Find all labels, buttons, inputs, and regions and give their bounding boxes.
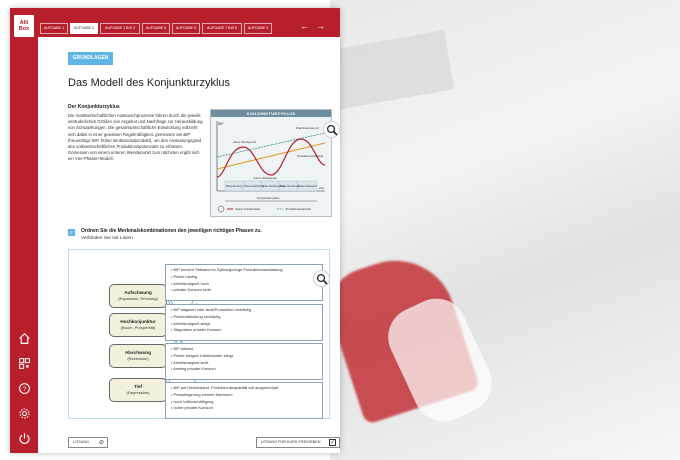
tab-aufgabe-6[interactable]: AUFGABE 6 — [172, 23, 200, 34]
zoom-magnifier-icon[interactable] — [323, 121, 340, 138]
section-pill[interactable]: GRUNDLAGEN — [68, 52, 113, 65]
feature-item: • BIP erreicht Tiefstand im Zyklus/geringe Produktionsauslastung — [171, 267, 317, 274]
feature-item: • Arbeitslosigkeit steigt — [171, 321, 317, 328]
solution-button[interactable] — [68, 437, 108, 448]
fig-label-potential: Produktionspotenzial — [297, 154, 323, 158]
power-icon[interactable] — [16, 430, 32, 446]
feature-box-2[interactable] — [165, 304, 323, 341]
fig-label-trend: Wachstumstrend — [296, 126, 319, 130]
app-logo[interactable] — [14, 15, 34, 37]
feature-box-1[interactable] — [165, 264, 323, 301]
tab-aufgabe-7-bis-8[interactable]: AUFGABE 7 BIS 8 — [202, 23, 242, 34]
fig-phase-2: Phase Aufschwung — [244, 186, 264, 188]
task-number-badge: 2 — [68, 229, 75, 236]
home-icon[interactable] — [16, 330, 32, 346]
intro-paragraph: Die marktwirtschaftlichen Austauschprozesse führen durch die jeweils veränderlichen Größen von Angebot und Nachfrage zur Herausbildung von Schwankungen. Die gesamtwirtschaftliche Entwicklung vollzieht sich dabei in einer gewissen Regelmäßigkeit, gemessen am BIP (heuerdings BIP, früher Bruttosozialprodukt), um den Auslastungsgrad des volkswirtschaftlichen Produktionspotenzials zu erfassen. Gemessen von einem unteren Wendepunkt zum nächsten ergibt sich ein Vier-Phasen-Modell. — [68, 113, 203, 162]
fig-label-upper: oberer Wendepunkt — [233, 141, 256, 144]
fig-label-cycle: Konjunkturzyklus — [257, 196, 280, 200]
tab-aufgabe-9[interactable]: AUFGABE 9 — [244, 23, 272, 34]
phase-abschwung[interactable] — [109, 344, 167, 368]
task-subinstruction: Verbinden Sie mit Linien — [81, 236, 133, 241]
prev-arrow-icon[interactable]: ← — [300, 21, 309, 31]
feature-box-3[interactable] — [165, 343, 323, 380]
task-instruction: Ordnen Sie die Merkmalskombinationen den jeweiligen richtigen Phasen zu. — [81, 228, 262, 234]
feature-item: • BIP auf Höchststand, Produktionskapazität voll ausgeschöpft — [171, 385, 317, 392]
sidebar — [10, 8, 38, 453]
feature-item: • Preissteigerung erreicht Maximum — [171, 392, 317, 399]
eye-off-icon: ⊘ — [98, 440, 104, 446]
task-tabbar — [38, 8, 340, 37]
phase-tief-name: Tief — [133, 384, 143, 389]
fig-label-x: Zeit — [319, 186, 325, 190]
app-window — [10, 8, 340, 453]
phase-abschwung-sub: (Rezession) — [127, 356, 149, 361]
tab-aufgabe-3-bis-4[interactable]: AUFGABE 3 BIS 4 — [100, 23, 140, 34]
phase-hochkonjunktur-name: Hochkonjunktur — [120, 319, 156, 324]
feature-item: • privater Konsum sinkt — [171, 287, 317, 294]
help-icon[interactable] — [16, 380, 32, 396]
phase-aufschwung[interactable] — [109, 284, 167, 308]
tab-aufgabe-2[interactable]: AUFGABE 2 — [70, 23, 98, 34]
feature-item: • Preisentwicklung rückläufig — [171, 314, 317, 321]
fig-phase-1: Phase Erholung — [226, 186, 243, 188]
fig-phase-5: Phase Depression — [298, 186, 317, 188]
task-content — [38, 37, 340, 453]
section-subhead: Der Konjunkturzyklus — [68, 104, 120, 110]
feature-item: • hoch Vollbeschäftigung — [171, 399, 317, 406]
release-solution-button[interactable] — [256, 437, 340, 448]
qr-code-icon[interactable] — [16, 355, 32, 371]
page-title: Das Modell des Konjunkturzyklus — [68, 77, 231, 89]
solution-button-label: LÖSUNG — [73, 440, 90, 444]
fig-legend-2: (Produktionspotenzial) — [285, 208, 311, 211]
checkbox-icon[interactable]: ✓ — [330, 440, 336, 446]
zoom-magnifier-icon[interactable] — [313, 270, 330, 287]
figure-graph — [211, 117, 331, 216]
phase-abschwung-name: Abschwung — [124, 350, 152, 355]
logo-top: Alli — [19, 20, 29, 26]
logo-bottom: Box — [18, 26, 30, 32]
release-solution-label: LÖSUNG FÜR KURS FREIGEBEN — [261, 440, 321, 444]
feature-item: • Arbeitslosigkeit hoch — [171, 281, 317, 288]
svg-text:?: ? — [22, 385, 26, 393]
feature-item: • Preise niedrig — [171, 274, 317, 281]
feature-item: • BIP stagniert oder sinkt/Produktion rückläufig — [171, 307, 317, 314]
feature-item: • Preise steigen/ Inflationsrate steigt — [171, 353, 317, 360]
tab-aufgabe-1[interactable]: AUFGABE 1 — [40, 23, 68, 34]
phase-aufschwung-sub: (Expansion, Erholung) — [118, 296, 158, 301]
feature-item: • Anstieg privater Konsum — [171, 366, 317, 373]
phase-hochkonjunktur-sub: (Boom, Prosperität) — [120, 325, 156, 330]
feature-item: • hoher privater Konsum — [171, 405, 317, 412]
feature-item: • Arbeitslosigkeit sinkt — [171, 360, 317, 367]
phase-tief-sub: (Depression) — [126, 390, 150, 395]
phase-hochkonjunktur[interactable] — [109, 313, 167, 337]
settings-gear-icon[interactable] — [16, 405, 32, 421]
phase-tief[interactable] — [109, 378, 167, 402]
feature-item: • Stagnation privater Konsum — [171, 327, 317, 334]
background-photo — [330, 0, 680, 460]
phase-aufschwung-name: Aufschwung — [124, 290, 152, 295]
fig-phase-3: Phase Hochkonjunktur — [262, 186, 286, 188]
fig-phase-4: Phase Abschwung — [280, 186, 299, 188]
feature-box-4[interactable] — [165, 382, 323, 419]
fig-label-lower: unterer Wendepunkt — [253, 177, 277, 180]
fig-label-y: BIP — [218, 122, 224, 126]
fig-legend-1: (reales Sozialprodukt) — [235, 208, 261, 211]
next-arrow-icon[interactable]: → — [316, 21, 325, 31]
figure-title: KONJUNKTURZYKLUS — [211, 110, 331, 117]
business-cycle-figure[interactable] — [210, 109, 332, 217]
feature-item: • BIP wächst — [171, 346, 317, 353]
tab-aufgabe-5[interactable]: AUFGABE 5 — [142, 23, 170, 34]
matching-exercise — [68, 249, 330, 419]
